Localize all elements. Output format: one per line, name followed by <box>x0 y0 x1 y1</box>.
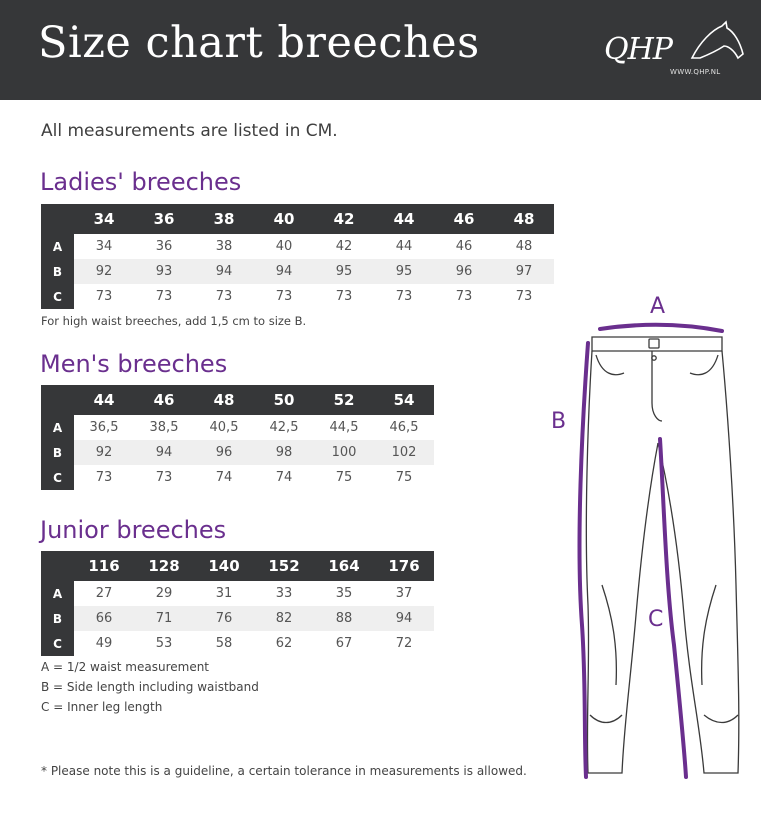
table-row <box>41 234 554 259</box>
table-cell: 36,5 <box>89 420 119 435</box>
table-cell: 33 <box>275 586 293 601</box>
breeches-diagram <box>540 285 761 785</box>
row-label: A <box>41 581 74 606</box>
table-corner <box>41 204 74 234</box>
table-cell: 31 <box>215 586 233 601</box>
table-row <box>41 440 434 465</box>
junior-size-table <box>41 551 434 656</box>
size-header: 52 <box>314 385 374 415</box>
size-header: 176 <box>374 551 434 581</box>
ladies-section-title: Ladies' breeches <box>40 168 242 196</box>
size-header: 50 <box>254 385 314 415</box>
table-cell: 71 <box>134 606 194 631</box>
table-cell: 92 <box>74 259 134 284</box>
row-label: A <box>41 234 74 259</box>
tolerance-footnote: * Please note this is a guideline, a certain tolerance in measurements is allowed. <box>41 764 527 778</box>
table-cell: 73 <box>215 289 233 304</box>
waist-measure-line <box>600 325 722 331</box>
table-cell: 76 <box>194 606 254 631</box>
size-header: 48 <box>494 204 554 234</box>
table-cell: 66 <box>74 606 134 631</box>
table-row <box>41 581 434 606</box>
row-label: A <box>41 415 74 440</box>
table-cell: 96 <box>194 440 254 465</box>
table-cell: 72 <box>395 636 413 651</box>
table-cell: 73 <box>155 289 173 304</box>
size-header: 116 <box>74 551 134 581</box>
table-cell: 46,5 <box>389 420 419 435</box>
page-title: Size chart breeches <box>38 18 480 68</box>
table-cell: 42 <box>335 239 353 254</box>
table-cell: 94 <box>194 259 254 284</box>
table-cell: 35 <box>335 586 353 601</box>
table-cell: 102 <box>374 440 434 465</box>
table-row <box>41 284 554 309</box>
table-cell: 73 <box>395 289 413 304</box>
row-label: C <box>41 284 74 309</box>
table-corner <box>41 385 74 415</box>
legend-a: A = 1/2 waist measurement <box>41 660 210 674</box>
table-cell: 38,5 <box>149 420 179 435</box>
table-cell: 95 <box>314 259 374 284</box>
table-cell: 82 <box>254 606 314 631</box>
junior-section-title: Junior breeches <box>40 516 227 544</box>
table-cell: 38 <box>215 239 233 254</box>
table-cell: 98 <box>254 440 314 465</box>
table-cell: 92 <box>74 440 134 465</box>
table-cell: 34 <box>95 239 113 254</box>
diagram-label-a: A <box>650 294 666 319</box>
table-cell: 44 <box>395 239 413 254</box>
logo-url: WWW.QHP.NL <box>670 68 721 76</box>
logo-wordmark: QHP <box>604 32 672 67</box>
table-cell: 75 <box>335 470 353 485</box>
size-header: 46 <box>134 385 194 415</box>
size-header: 44 <box>374 204 434 234</box>
table-cell: 73 <box>95 470 113 485</box>
size-header: 40 <box>254 204 314 234</box>
table-row <box>41 465 434 490</box>
table-cell: 94 <box>134 440 194 465</box>
table-cell: 36 <box>155 239 173 254</box>
table-cell: 96 <box>434 259 494 284</box>
row-label: B <box>41 440 74 465</box>
table-cell: 58 <box>215 636 233 651</box>
table-cell: 73 <box>335 289 353 304</box>
table-cell: 49 <box>95 636 113 651</box>
table-cell: 97 <box>494 259 554 284</box>
table-cell: 75 <box>395 470 413 485</box>
size-header: 44 <box>74 385 134 415</box>
table-cell: 40 <box>275 239 293 254</box>
measurement-unit-note: All measurements are listed in CM. <box>41 121 338 141</box>
size-header: 34 <box>74 204 134 234</box>
table-cell: 40,5 <box>209 420 239 435</box>
size-header: 164 <box>314 551 374 581</box>
diagram-label-b: B <box>551 409 567 434</box>
table-cell: 73 <box>455 289 473 304</box>
legend-c: C = Inner leg length <box>41 700 163 714</box>
size-header: 46 <box>434 204 494 234</box>
table-row <box>41 606 434 631</box>
size-header: 140 <box>194 551 254 581</box>
inner-leg-line <box>660 439 686 777</box>
table-cell: 53 <box>155 636 173 651</box>
table-cell: 94 <box>374 606 434 631</box>
qhp-logo <box>600 20 745 80</box>
header-bar <box>0 0 761 100</box>
table-cell: 29 <box>155 586 173 601</box>
table-cell: 62 <box>275 636 293 651</box>
table-cell: 73 <box>275 289 293 304</box>
high-waist-note: For high waist breeches, add 1,5 cm to size B. <box>41 314 307 328</box>
men-size-table <box>41 385 434 490</box>
table-cell: 73 <box>155 470 173 485</box>
table-row <box>41 415 434 440</box>
table-row <box>41 631 434 656</box>
table-cell: 93 <box>134 259 194 284</box>
size-header: 38 <box>194 204 254 234</box>
table-cell: 94 <box>254 259 314 284</box>
size-header: 42 <box>314 204 374 234</box>
row-label: B <box>41 259 74 284</box>
table-cell: 27 <box>95 586 113 601</box>
table-cell: 73 <box>515 289 533 304</box>
table-cell: 67 <box>335 636 353 651</box>
table-cell: 46 <box>455 239 473 254</box>
legend-b: B = Side length including waistband <box>41 680 259 694</box>
table-cell: 37 <box>395 586 413 601</box>
table-cell: 73 <box>95 289 113 304</box>
table-cell: 100 <box>314 440 374 465</box>
size-header: 48 <box>194 385 254 415</box>
table-cell: 48 <box>515 239 533 254</box>
table-header-row <box>41 385 434 415</box>
size-header: 54 <box>374 385 434 415</box>
table-cell: 95 <box>374 259 434 284</box>
table-header-row <box>41 551 434 581</box>
diagram-label-c: C <box>648 607 664 632</box>
row-label: B <box>41 606 74 631</box>
table-row <box>41 259 554 284</box>
size-header: 36 <box>134 204 194 234</box>
table-cell: 74 <box>215 470 233 485</box>
ladies-size-table <box>41 204 554 309</box>
table-cell: 88 <box>314 606 374 631</box>
men-section-title: Men's breeches <box>40 350 228 378</box>
table-cell: 44,5 <box>329 420 359 435</box>
table-cell: 74 <box>275 470 293 485</box>
table-cell: 42,5 <box>269 420 299 435</box>
size-header: 152 <box>254 551 314 581</box>
size-header: 128 <box>134 551 194 581</box>
table-corner <box>41 551 74 581</box>
row-label: C <box>41 631 74 656</box>
row-label: C <box>41 465 74 490</box>
table-header-row <box>41 204 554 234</box>
